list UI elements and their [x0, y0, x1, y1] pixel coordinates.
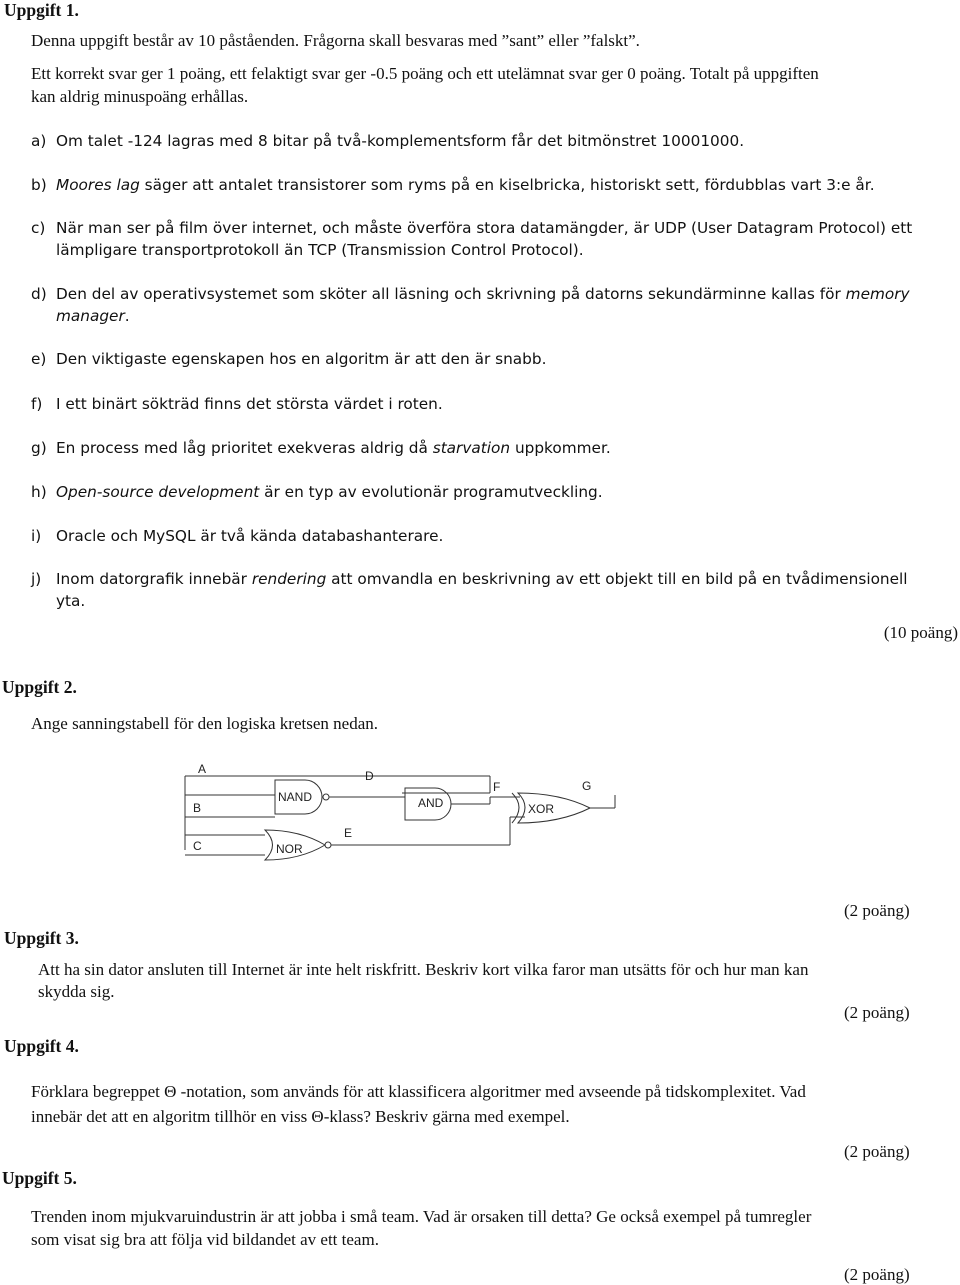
- statement-text: Inom datorgrafik innebär: [56, 570, 252, 588]
- task2-points: (2 poäng): [844, 901, 910, 920]
- statement-label: e): [31, 350, 47, 368]
- task4-line1: Förklara begreppet Θ -notation, som används för att klassificera algoritmer med avseende på tidskomplexitet. Vad: [31, 1082, 806, 1101]
- statement-text: En process med låg prioritet exekveras aldrig då: [56, 439, 433, 457]
- task1-rules-line1: Ett korrekt svar ger 1 poäng, ett felaktigt svar ger -0.5 poäng och ett utelämnat svar ger 0 poäng. Totalt på uppgiften: [31, 64, 819, 83]
- label-f: F: [493, 780, 501, 794]
- statement-text: säger att antalet transistorer som ryms på en kiselbricka, historiskt sett, fördubblas vart 3:e år.: [139, 176, 875, 194]
- label-d: D: [365, 769, 374, 783]
- statement-emphasis: manager: [56, 307, 125, 325]
- task1-heading: Uppgift 1.: [4, 0, 79, 20]
- task3-points: (2 poäng): [844, 1003, 910, 1022]
- statement-text: Den del av operativsystemet som sköter all läsning och skrivning på datorns sekundärminne kallas för: [56, 285, 846, 303]
- label-g: G: [582, 779, 592, 793]
- statement-text: är en typ av evolutionär programutveckling.: [259, 483, 603, 501]
- statement-emphasis: rendering: [251, 570, 327, 588]
- logic-circuit-diagram: [180, 755, 620, 870]
- task5-line2: som visat sig bra att följa vid bildandet av ett team.: [31, 1230, 379, 1249]
- statement-emphasis: memory: [845, 285, 910, 303]
- task5-line1: Trenden inom mjukvaruindustrin är att jobba i små team. Vad är orsaken till detta? Ge också exempel på tumregler: [31, 1207, 812, 1226]
- statement-text-line1: När man ser på film över internet, och måste överföra stora datamängder, är UDP (User Datagram Protocol) ett: [56, 219, 913, 237]
- statement-label: b): [31, 176, 47, 194]
- statement-label: c): [31, 219, 46, 237]
- statement-label: h): [31, 483, 47, 501]
- label-b: B: [193, 801, 202, 815]
- statement-label: j): [31, 570, 42, 588]
- statement-text: Oracle och MySQL är två kända databashanterare.: [56, 527, 444, 545]
- label-c: C: [193, 839, 202, 853]
- statement-text-line2: lämpligare transportprotokoll än TCP (Transmission Control Protocol).: [56, 241, 584, 259]
- task3-line1: Att ha sin dator ansluten till Internet är inte helt riskfritt. Beskriv kort vilka faror man utsätts för och hur man kan: [38, 960, 809, 979]
- task1-intro: Denna uppgift består av 10 påståenden. Frågorna skall besvaras med ”sant” eller ”falskt”.: [31, 31, 640, 50]
- task2-text: Ange sanningstabell för den logiska kretsen nedan.: [31, 714, 378, 733]
- statement-text: I ett binärt sökträd finns det största värdet i roten.: [56, 395, 443, 413]
- statement-label: a): [31, 132, 47, 150]
- task3-heading: Uppgift 3.: [4, 928, 79, 948]
- task2-heading: Uppgift 2.: [2, 677, 77, 697]
- task4-line2: innebär det att en algoritm tillhör en viss Θ-klass? Beskriv gärna med exempel.: [31, 1107, 570, 1126]
- task4-points: (2 poäng): [844, 1142, 910, 1161]
- statement-label: g): [31, 439, 47, 457]
- statement-emphasis: Open-source development: [56, 483, 260, 501]
- task5-points: (2 poäng): [844, 1265, 910, 1284]
- statement-text-end: att omvandla en beskrivning av ett objekt till en bild på en tvådimensionell: [326, 570, 908, 588]
- nand-label: NAND: [278, 790, 313, 804]
- nor-label: NOR: [276, 842, 303, 856]
- statement-label: i): [31, 527, 42, 545]
- statement-text: Den viktigaste egenskapen hos en algoritm är att den är snabb.: [56, 350, 547, 368]
- label-e: E: [344, 826, 353, 840]
- label-a: A: [198, 762, 207, 776]
- task4-heading: Uppgift 4.: [4, 1036, 79, 1056]
- statement-text-end: .: [124, 307, 130, 325]
- task1-rules-line2: kan aldrig minuspoäng erhållas.: [31, 87, 249, 106]
- statement-text-end: uppkommer.: [510, 439, 611, 457]
- task5-heading: Uppgift 5.: [2, 1168, 77, 1188]
- statement-text-line2: yta.: [56, 592, 86, 610]
- task1-points: (10 poäng): [883, 623, 958, 642]
- statement-text: Om talet -124 lagras med 8 bitar på två-komplementsform får det bitmönstret 10001000.: [56, 132, 745, 150]
- and-label: AND: [418, 796, 444, 810]
- statement-emphasis: Moores lag: [56, 176, 140, 194]
- task3-line2: skydda sig.: [38, 982, 115, 1001]
- xor-label: XOR: [528, 802, 555, 816]
- statement-label: f): [31, 395, 43, 413]
- statement-emphasis: starvation: [432, 439, 511, 457]
- statement-label: d): [31, 285, 47, 303]
